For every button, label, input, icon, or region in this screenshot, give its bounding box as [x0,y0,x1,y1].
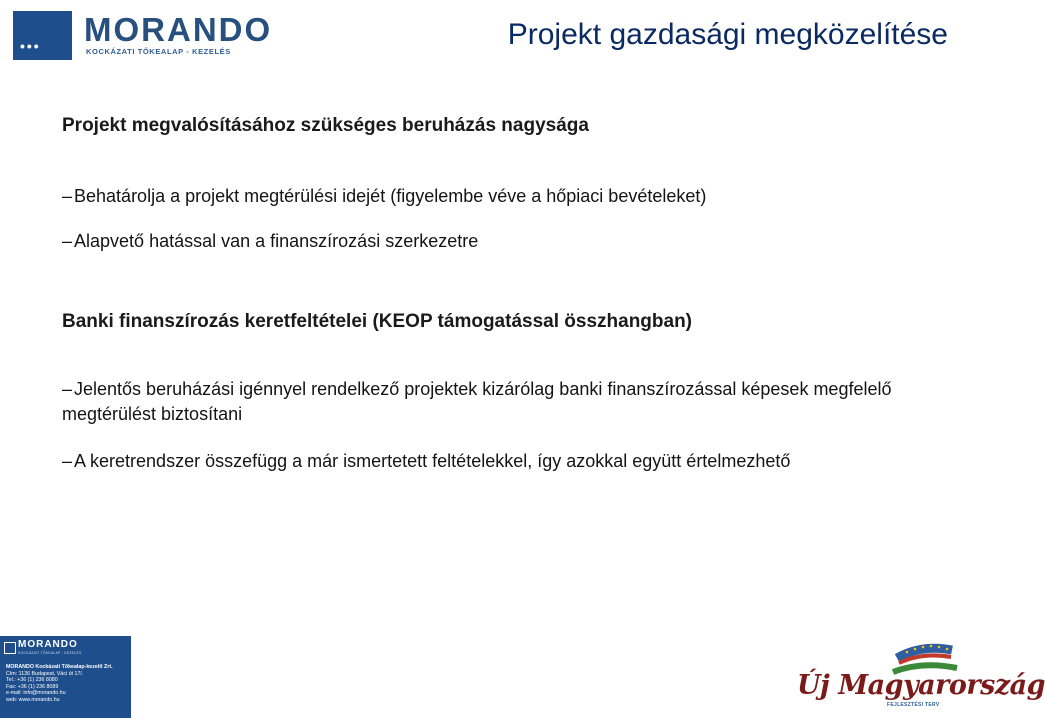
plan-logo-sub: FEJLESZTÉSI TERV [887,702,940,708]
footer-info-line: Tel.: +36 (1) 236 8080 [6,677,58,684]
bullet-text: Alapvető hatással van a finanszírozási szerkezetre [74,231,479,251]
bullet-text: Jelentős beruházási igénnyel rendelkező projektek kizárólag banki finanszírozással képesek megfelelő megtérülést biztosítani [62,379,892,424]
footer-info-line: Fax: +36 (1) 236 8089 [6,683,59,690]
logo-subtitle: KOCKÁZATI TŐKEALAP - KEZELÉS [86,47,231,56]
footer-info-line: web: www.morando.hu [6,696,60,703]
bullet-text: A keretrendszer összefügg a már ismertetett feltételekkel, így azokkal együtt értelmezhető [74,451,791,471]
bullet-text: Behatárolja a projekt megtérülési idejét (figyelembe véve a hőpiaci bevételeket) [74,186,707,206]
footer-info-line: Cím: 1136 Budapest, Váci út 17/. [6,670,84,677]
footer-company-sub: KOCKÁZATI TŐKEALAP - KEZELÉS [18,651,82,655]
footer-company-name: MORANDO [18,639,78,650]
bullet-financing-structure [62,229,932,254]
bullet-dash: – [62,451,73,471]
footer-info-line: e-mail: info@morando.hu [6,690,66,697]
footer-contact-info [6,664,113,704]
bullet-payback [62,184,932,209]
logo-dots: ••• [20,38,41,54]
bullet-dash: – [62,379,73,399]
logo-name: MORANDO [84,11,273,48]
morando-logo [0,0,298,70]
footer-logo-icon [4,642,16,654]
plan-logo-text: Új Magyarország [797,670,1045,701]
section-heading-investment: Projekt megvalósításához szükséges beruházás nagysága [62,115,589,136]
uj-magyarorszag-logo [787,636,1045,718]
footer-info-line: MORANDO Kockázati Tőkealap-kezelő Zrt. [6,664,113,670]
bullet-framework [62,449,932,474]
footer-company-card [0,636,131,718]
section-heading-bank-financing: Banki finanszírozás keretfeltételei (KEOP támogatással összhangban) [62,311,693,332]
bullet-dash: – [62,186,73,206]
slide-title: Projekt gazdasági megközelítése [507,18,948,51]
bullet-significant-investment [62,377,932,427]
bullet-dash: – [62,231,73,251]
